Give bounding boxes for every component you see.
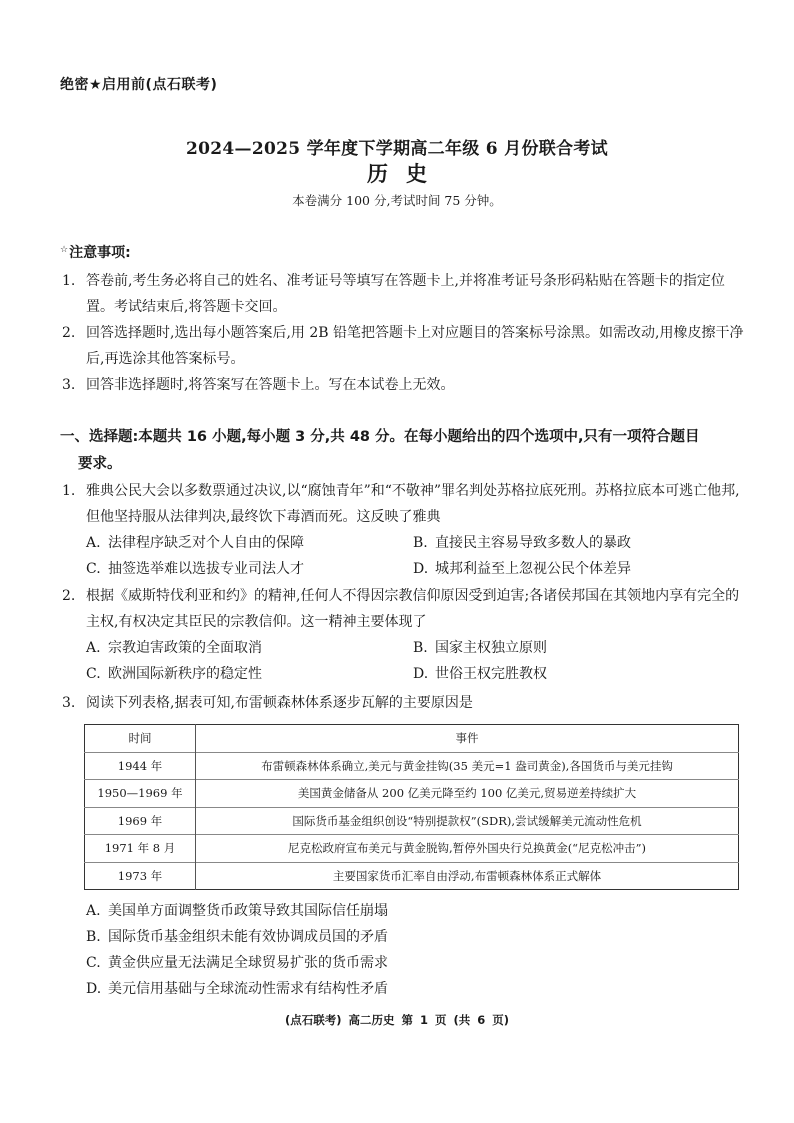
option-text: 世俗王权完胜教权 bbox=[435, 666, 547, 682]
question-text: 根据《威斯特伐利亚和约》的精神,任何人不得因宗教信仰原因受到迫害;各诸侯邦国在其领地内享有完全的主权,有权决定其臣民的宗教信仰。这一精神主要体现了 bbox=[86, 588, 740, 630]
table-cell-time: 1971 年 8 月 bbox=[85, 835, 196, 863]
notice-item-number: 1. bbox=[62, 273, 76, 289]
option-c[interactable] bbox=[86, 556, 413, 582]
question-text: 雅典公民大会以多数票通过决议,以“腐蚀青年”和“不敬神”罪名判处苏格拉底死刑。苏格拉底本可逃亡他邦,但他坚持服从法律判决,最终饮下毒酒而死。这反映了雅典 bbox=[86, 483, 740, 525]
subject-title: 历史 bbox=[367, 161, 445, 186]
table-row bbox=[85, 862, 739, 890]
option-text: 抽签选举难以选拔专业司法人才 bbox=[108, 561, 304, 577]
option-d[interactable] bbox=[413, 661, 740, 687]
option-text: 法律程序缺乏对个人自由的保障 bbox=[108, 535, 304, 551]
option-text: 直接民主容易导致多数人的暴政 bbox=[435, 535, 631, 551]
option-text: 城邦利益至上忽视公民个体差异 bbox=[435, 561, 631, 577]
table-cell-event: 布雷顿森林体系确立,美元与黄金挂钩(35 美元=1 盎司黄金),各国货币与美元挂钩 bbox=[196, 752, 739, 780]
option-label: D. bbox=[86, 981, 102, 997]
section-heading bbox=[60, 424, 750, 478]
question-number: 1. bbox=[62, 483, 76, 499]
notice-item-text: 回答选择题时,选出每小题答案后,用 2B 铅笔把答题卡上对应题目的答案标号涂黑。如需改动,用橡皮擦干净后,再选涂其他答案标号。 bbox=[86, 325, 744, 367]
notice-item-text: 答卷前,考生务必将自己的姓名、准考证号等填写在答题卡上,并将准考证号条形码粘贴在答题卡的指定位置。考试结束后,将答题卡交回。 bbox=[86, 273, 725, 315]
table-cell-event: 主要国家货币汇率自由浮动,布雷顿森林体系正式解体 bbox=[196, 862, 739, 890]
option-text: 国家主权独立原则 bbox=[435, 640, 547, 656]
table-row bbox=[85, 835, 739, 863]
question-stem bbox=[62, 478, 748, 530]
notice-title: 注意事项: bbox=[69, 245, 131, 261]
table-header-time: 时间 bbox=[85, 725, 196, 753]
table-header-event: 事件 bbox=[455, 731, 479, 746]
option-list bbox=[62, 898, 748, 1002]
option-d[interactable] bbox=[413, 556, 740, 582]
question-number: 2. bbox=[62, 588, 76, 604]
exam-info: 本卷满分 100 分,考试时间 75 分钟。 bbox=[292, 193, 502, 208]
option-b[interactable] bbox=[413, 635, 740, 661]
option-label: C. bbox=[86, 561, 101, 577]
question-number: 3. bbox=[62, 695, 76, 711]
notice-item bbox=[62, 372, 746, 398]
notice-item-number: 2. bbox=[62, 325, 76, 341]
option-c[interactable] bbox=[86, 950, 748, 976]
notice-list bbox=[62, 268, 746, 398]
question-3-options bbox=[62, 898, 748, 1002]
table-cell-time: 1950—1969 年 bbox=[85, 780, 196, 808]
section-title: 一、选择题:本题共 16 小题,每小题 3 分,共 48 分。在每小题给出的四个选项中,只有一项符合题目 bbox=[60, 429, 700, 445]
events-table bbox=[84, 724, 739, 890]
section-title-continued: 要求。 bbox=[78, 456, 122, 472]
option-text: 黄金供应量无法满足全球贸易扩张的货币需求 bbox=[108, 955, 388, 971]
table-cell-time: 1969 年 bbox=[85, 807, 196, 835]
option-label: D. bbox=[413, 561, 429, 577]
notice-heading bbox=[60, 242, 131, 262]
option-label: B. bbox=[86, 929, 101, 945]
option-label: A. bbox=[86, 535, 101, 551]
option-d[interactable] bbox=[86, 976, 748, 1002]
question-2 bbox=[62, 583, 748, 687]
option-a[interactable] bbox=[86, 635, 413, 661]
table-header-row bbox=[85, 725, 739, 753]
option-label: D. bbox=[413, 666, 429, 682]
table-row bbox=[85, 807, 739, 835]
table-cell-event: 尼克松政府宣布美元与黄金脱钩,暂停外国央行兑换黄金(“尼克松冲击”) bbox=[196, 835, 739, 863]
question-stem bbox=[62, 583, 748, 635]
option-text: 美国单方面调整货币政策导致其国际信任崩塌 bbox=[108, 903, 388, 919]
confidential-label: 绝密★启用前(点石联考) bbox=[60, 77, 218, 93]
notice-item-number: 3. bbox=[62, 377, 76, 393]
table-cell-time: 1973 年 bbox=[85, 862, 196, 890]
option-text: 美元信用基础与全球流动性需求有结构性矛盾 bbox=[108, 981, 388, 997]
table-cell-time: 1944 年 bbox=[85, 752, 196, 780]
star-icon: ☆ bbox=[60, 245, 69, 255]
question-3 bbox=[62, 690, 748, 716]
option-label: B. bbox=[413, 640, 428, 656]
option-label: C. bbox=[86, 955, 101, 971]
notice-item bbox=[62, 320, 746, 372]
page-footer: (点石联考) 高二历史 第 1 页 (共 6 页) bbox=[284, 1013, 510, 1027]
exam-title: 2024—2025 学年度下学期高二年级 6 月份联合考试 bbox=[186, 139, 608, 159]
option-list bbox=[62, 530, 748, 582]
notice-item-text: 回答非选择题时,将答案写在答题卡上。写在本试卷上无效。 bbox=[86, 377, 455, 393]
table-cell-event: 国际货币基金组织创设“特别提款权”(SDR),尝试缓解美元流动性危机 bbox=[196, 807, 739, 835]
notice-item bbox=[62, 268, 746, 320]
option-c[interactable] bbox=[86, 661, 413, 687]
table-row bbox=[85, 752, 739, 780]
option-a[interactable] bbox=[86, 530, 413, 556]
option-text: 欧洲国际新秩序的稳定性 bbox=[108, 666, 262, 682]
table-row bbox=[85, 780, 739, 808]
option-label: A. bbox=[86, 640, 101, 656]
question-1 bbox=[62, 478, 748, 582]
question-text: 阅读下列表格,据表可知,布雷顿森林体系逐步瓦解的主要原因是 bbox=[86, 695, 473, 711]
option-label: B. bbox=[413, 535, 428, 551]
table-cell-event: 美国黄金储备从 200 亿美元降至约 100 亿美元,贸易逆差持续扩大 bbox=[196, 780, 739, 808]
option-label: A. bbox=[86, 903, 101, 919]
option-a[interactable] bbox=[86, 898, 748, 924]
option-b[interactable] bbox=[413, 530, 740, 556]
option-text: 宗教迫害政策的全面取消 bbox=[108, 640, 262, 656]
option-label: C. bbox=[86, 666, 101, 682]
question-stem bbox=[62, 690, 748, 716]
option-text: 国际货币基金组织未能有效协调成员国的矛盾 bbox=[108, 929, 388, 945]
option-list bbox=[62, 635, 748, 687]
option-b[interactable] bbox=[86, 924, 748, 950]
